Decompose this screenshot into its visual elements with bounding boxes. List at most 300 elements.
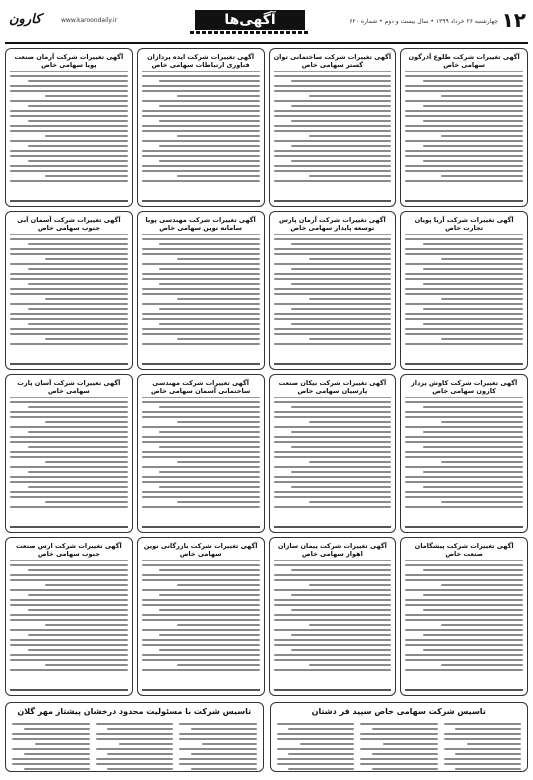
text-line: [291, 80, 391, 82]
text-line: [159, 120, 259, 122]
text-line: [441, 175, 523, 177]
text-line: [405, 318, 523, 320]
text-line: [10, 328, 128, 330]
text-line: [142, 278, 260, 280]
text-line: [288, 768, 354, 770]
text-line: [28, 594, 128, 596]
text-line: [444, 763, 522, 765]
text-line: [405, 333, 523, 335]
text-line: [423, 594, 523, 596]
newspaper-brand: کارون: [9, 12, 42, 27]
text-line: [159, 268, 259, 270]
text-line: [405, 328, 523, 330]
text-line: [300, 743, 354, 745]
text-line: [142, 125, 260, 127]
text-line: [159, 609, 259, 611]
notice-footer-line: [405, 200, 523, 202]
text-line: [383, 743, 437, 745]
text-line: [405, 604, 523, 606]
text-line: [360, 738, 438, 740]
text-line: [10, 110, 128, 112]
text-line: [142, 140, 260, 142]
text-line: [28, 105, 128, 107]
text-line: [10, 476, 128, 478]
notice-footer-line: [274, 363, 392, 365]
founding-notice-box: [270, 702, 529, 772]
text-line: [142, 574, 260, 576]
text-line: [274, 654, 392, 656]
text-line: [142, 456, 260, 458]
text-line: [142, 476, 260, 478]
notice-box: [269, 211, 397, 370]
text-line: [274, 75, 392, 77]
text-line: [142, 318, 260, 320]
text-line: [142, 263, 260, 265]
text-line: [274, 100, 392, 102]
text-line: [179, 748, 257, 750]
text-line: [274, 248, 392, 250]
text-line: [441, 624, 523, 626]
text-line: [10, 659, 128, 661]
text-line: [291, 243, 391, 245]
text-line: [10, 654, 128, 656]
text-line: [405, 589, 523, 591]
text-line: [10, 263, 128, 265]
text-line: [277, 758, 355, 760]
text-line: [159, 80, 259, 82]
text-line: [274, 318, 392, 320]
text-line: [28, 283, 128, 285]
text-line: [142, 110, 260, 112]
text-line: [405, 476, 523, 478]
text-line: [441, 461, 523, 463]
text-line: [10, 441, 128, 443]
text-column: [360, 720, 438, 772]
text-line: [274, 333, 392, 335]
text-line: [28, 160, 128, 162]
text-line: [274, 589, 392, 591]
text-line: [291, 120, 391, 122]
text-line: [274, 574, 392, 576]
text-line: [274, 115, 392, 117]
text-line: [10, 599, 128, 601]
text-line: [423, 609, 523, 611]
notice-footer-line: [274, 200, 392, 202]
text-line: [10, 466, 128, 468]
text-line: [142, 466, 260, 468]
text-line: [274, 619, 392, 621]
text-line: [142, 669, 260, 671]
text-line: [291, 634, 391, 636]
text-line: [441, 584, 523, 586]
text-line: [10, 75, 128, 77]
text-line: [423, 649, 523, 651]
text-line: [360, 748, 438, 750]
text-line: [423, 323, 523, 325]
notice-footer-line: [142, 526, 260, 528]
text-line: [423, 308, 523, 310]
text-line: [142, 604, 260, 606]
text-line: [159, 406, 259, 408]
text-line: [28, 243, 128, 245]
text-line: [444, 733, 522, 735]
text-column: [96, 720, 174, 772]
text-line: [45, 175, 127, 177]
text-line: [45, 338, 127, 340]
text-line: [441, 421, 523, 423]
text-line: [10, 180, 128, 182]
text-line: [159, 283, 259, 285]
text-line: [10, 629, 128, 631]
text-line: [28, 649, 128, 651]
text-line: [142, 170, 260, 172]
notice-title: آگهی تغییرات شرکت آریا پویان تجارت خاص: [405, 216, 523, 235]
text-line: [444, 738, 522, 740]
text-line: [142, 619, 260, 621]
text-column: [444, 720, 522, 772]
text-line: [142, 130, 260, 132]
founding-notice-columns: [277, 720, 522, 772]
text-line: [107, 728, 173, 730]
text-line: [159, 160, 259, 162]
text-line: [179, 758, 257, 760]
text-line: [10, 318, 128, 320]
text-line: [405, 263, 523, 265]
notice-title: آگهی تغییرات شرکت طلوع آذرگون سهامی خاص: [405, 53, 523, 72]
text-line: [177, 338, 259, 340]
text-line: [423, 471, 523, 473]
text-line: [28, 486, 128, 488]
text-line: [291, 406, 391, 408]
text-line: [10, 150, 128, 152]
text-line: [309, 135, 391, 137]
text-line: [10, 639, 128, 641]
notice-title: آگهی تغییرات شرکت ساختمانی توان گستر سهامی خاص: [274, 53, 392, 72]
notice-title: آگهی تغییرات شرکت آرمان پارس توسعه پایدار سهامی خاص: [274, 216, 392, 235]
text-line: [159, 649, 259, 651]
text-line: [107, 753, 173, 755]
text-line: [423, 105, 523, 107]
notice-box: [400, 211, 528, 370]
text-line: [142, 90, 260, 92]
text-line: [405, 75, 523, 77]
text-line: [309, 421, 391, 423]
text-line: [159, 446, 259, 448]
text-line: [177, 584, 259, 586]
text-line: [405, 155, 523, 157]
text-line: [277, 723, 355, 725]
founding-notice-title: تاسیس شرکت سهامی خاص سپید فر دشتان: [311, 707, 486, 716]
notice-title: آگهی تغییرات شرکت آسمان آبی جنوب سهامی خاص: [10, 216, 128, 235]
text-line: [10, 140, 128, 142]
text-line: [274, 343, 392, 345]
text-line: [28, 431, 128, 433]
text-line: [274, 441, 392, 443]
text-line: [274, 496, 392, 498]
notice-title: آگهی تغییرات شرکت نیکان صنعت پارسیان سهامی خاص: [274, 379, 392, 398]
text-line: [274, 85, 392, 87]
text-line: [142, 253, 260, 255]
text-line: [405, 343, 523, 345]
notice-footer-line: [405, 526, 523, 528]
text-line: [405, 313, 523, 315]
notice-footer-line: [142, 200, 260, 202]
text-line: [142, 496, 260, 498]
notice-title: آگهی تغییرات شرکت بازرگانی نوین سهامی خاص: [142, 542, 260, 561]
text-line: [274, 165, 392, 167]
text-line: [24, 768, 90, 770]
notice-box: [400, 48, 528, 207]
text-line: [142, 426, 260, 428]
text-line: [405, 574, 523, 576]
text-line: [274, 644, 392, 646]
text-line: [441, 664, 523, 666]
text-line: [444, 723, 522, 725]
text-line: [191, 728, 257, 730]
founding-notice-title: تاسیس شرکت با مسئولیت محدود درخشان پیشتاز مهر گلان: [17, 707, 252, 716]
text-line: [405, 436, 523, 438]
text-line: [159, 431, 259, 433]
text-line: [177, 175, 259, 177]
text-line: [10, 416, 128, 418]
notice-footer-line: [10, 689, 128, 691]
text-line: [360, 733, 438, 735]
notice-box: [5, 537, 133, 696]
notice-title: آگهی تغییرات شرکت ایده پردازان فناوری ارتباطات سهامی خاص: [142, 53, 260, 72]
text-line: [10, 170, 128, 172]
text-line: [405, 248, 523, 250]
text-line: [405, 426, 523, 428]
text-line: [441, 135, 523, 137]
text-line: [142, 451, 260, 453]
text-line: [274, 238, 392, 240]
text-line: [10, 303, 128, 305]
text-line: [45, 664, 127, 666]
notice-footer-line: [10, 363, 128, 365]
text-line: [291, 308, 391, 310]
text-line: [274, 669, 392, 671]
text-line: [274, 629, 392, 631]
text-line: [10, 579, 128, 581]
text-line: [159, 243, 259, 245]
notice-footer-line: [274, 689, 392, 691]
text-line: [423, 634, 523, 636]
text-line: [274, 263, 392, 265]
text-line: [119, 743, 173, 745]
page-number: ۱۲: [501, 8, 526, 32]
text-line: [423, 283, 523, 285]
text-line: [12, 723, 90, 725]
text-line: [441, 258, 523, 260]
text-line: [405, 639, 523, 641]
text-line: [455, 753, 521, 755]
text-line: [309, 501, 391, 503]
text-line: [10, 436, 128, 438]
text-line: [274, 451, 392, 453]
text-line: [142, 165, 260, 167]
notice-box: [137, 211, 265, 370]
text-line: [360, 758, 438, 760]
text-line: [28, 609, 128, 611]
notice-box: [137, 48, 265, 207]
text-line: [142, 654, 260, 656]
text-line: [10, 313, 128, 315]
notice-title: آگهی تغییرات شرکت کاوش پرداز کارون سهامی خاص: [405, 379, 523, 398]
text-line: [179, 733, 257, 735]
text-line: [274, 140, 392, 142]
text-line: [96, 758, 174, 760]
founding-notices: [5, 702, 528, 772]
text-line: [405, 654, 523, 656]
text-line: [28, 268, 128, 270]
text-line: [45, 584, 127, 586]
text-line: [10, 456, 128, 458]
text-line: [360, 723, 438, 725]
notice-footer-line: [142, 363, 260, 365]
text-line: [28, 80, 128, 82]
notice-title: آگهی تغییرات شرکت ارس صنعت جنوب سهامی خاص: [10, 542, 128, 561]
text-line: [159, 471, 259, 473]
text-line: [45, 501, 127, 503]
text-line: [441, 338, 523, 340]
text-line: [24, 753, 90, 755]
text-line: [142, 273, 260, 275]
text-line: [291, 268, 391, 270]
text-line: [159, 594, 259, 596]
text-line: [405, 629, 523, 631]
text-line: [274, 313, 392, 315]
text-line: [10, 343, 128, 345]
text-line: [142, 589, 260, 591]
page-header: [5, 6, 528, 44]
text-line: [277, 738, 355, 740]
text-line: [274, 466, 392, 468]
text-line: [423, 446, 523, 448]
text-line: [405, 644, 523, 646]
text-line: [423, 486, 523, 488]
text-line: [142, 155, 260, 157]
text-line: [423, 145, 523, 147]
text-line: [28, 446, 128, 448]
text-line: [372, 768, 438, 770]
text-line: [405, 599, 523, 601]
text-line: [10, 589, 128, 591]
text-line: [405, 85, 523, 87]
text-line: [455, 768, 521, 770]
text-line: [309, 338, 391, 340]
text-line: [142, 288, 260, 290]
text-line: [455, 728, 521, 730]
text-line: [10, 451, 128, 453]
text-column: [12, 720, 90, 772]
text-line: [405, 165, 523, 167]
text-line: [142, 481, 260, 483]
text-line: [10, 293, 128, 295]
text-line: [423, 431, 523, 433]
text-line: [274, 599, 392, 601]
text-line: [405, 564, 523, 566]
notice-box: [5, 374, 133, 533]
founding-notice-box: [5, 702, 264, 772]
text-line: [309, 95, 391, 97]
founding-notice-columns: [12, 720, 257, 772]
text-line: [159, 105, 259, 107]
text-line: [309, 258, 391, 260]
text-line: [10, 85, 128, 87]
text-line: [28, 471, 128, 473]
text-line: [274, 130, 392, 132]
text-line: [423, 80, 523, 82]
text-line: [142, 436, 260, 438]
text-line: [142, 333, 260, 335]
text-line: [405, 278, 523, 280]
text-line: [291, 471, 391, 473]
text-line: [10, 604, 128, 606]
text-line: [405, 659, 523, 661]
notice-title: آگهی تغییرات شرکت پیمان سازان اهواز سهامی خاص: [274, 542, 392, 561]
text-line: [142, 644, 260, 646]
text-line: [309, 584, 391, 586]
text-line: [405, 411, 523, 413]
text-line: [12, 733, 90, 735]
text-line: [159, 323, 259, 325]
newspaper-url: www.karoondaily.ir: [61, 17, 118, 24]
text-line: [10, 115, 128, 117]
text-line: [274, 180, 392, 182]
text-line: [274, 416, 392, 418]
text-line: [177, 298, 259, 300]
text-line: [274, 328, 392, 330]
text-line: [159, 308, 259, 310]
text-line: [179, 723, 257, 725]
text-line: [142, 75, 260, 77]
text-line: [179, 763, 257, 765]
text-line: [10, 100, 128, 102]
text-line: [28, 569, 128, 571]
text-line: [142, 614, 260, 616]
text-line: [45, 258, 127, 260]
text-line: [10, 481, 128, 483]
text-line: [10, 506, 128, 508]
text-line: [177, 664, 259, 666]
text-line: [274, 288, 392, 290]
notice-footer-line: [10, 526, 128, 528]
text-line: [10, 238, 128, 240]
text-line: [274, 604, 392, 606]
notice-box: [400, 537, 528, 696]
text-line: [309, 298, 391, 300]
text-line: [405, 441, 523, 443]
text-line: [159, 486, 259, 488]
text-line: [177, 501, 259, 503]
text-line: [107, 768, 173, 770]
notice-title: آگهی تغییرات شرکت پیشگامان صنعت خاص: [405, 542, 523, 561]
text-line: [274, 476, 392, 478]
notice-box: [269, 374, 397, 533]
text-line: [28, 145, 128, 147]
text-line: [405, 506, 523, 508]
text-line: [96, 723, 174, 725]
text-line: [177, 624, 259, 626]
text-line: [142, 313, 260, 315]
text-line: [10, 426, 128, 428]
text-line: [441, 95, 523, 97]
text-line: [405, 140, 523, 142]
text-line: [274, 481, 392, 483]
text-line: [405, 150, 523, 152]
text-line: [423, 569, 523, 571]
text-line: [274, 253, 392, 255]
